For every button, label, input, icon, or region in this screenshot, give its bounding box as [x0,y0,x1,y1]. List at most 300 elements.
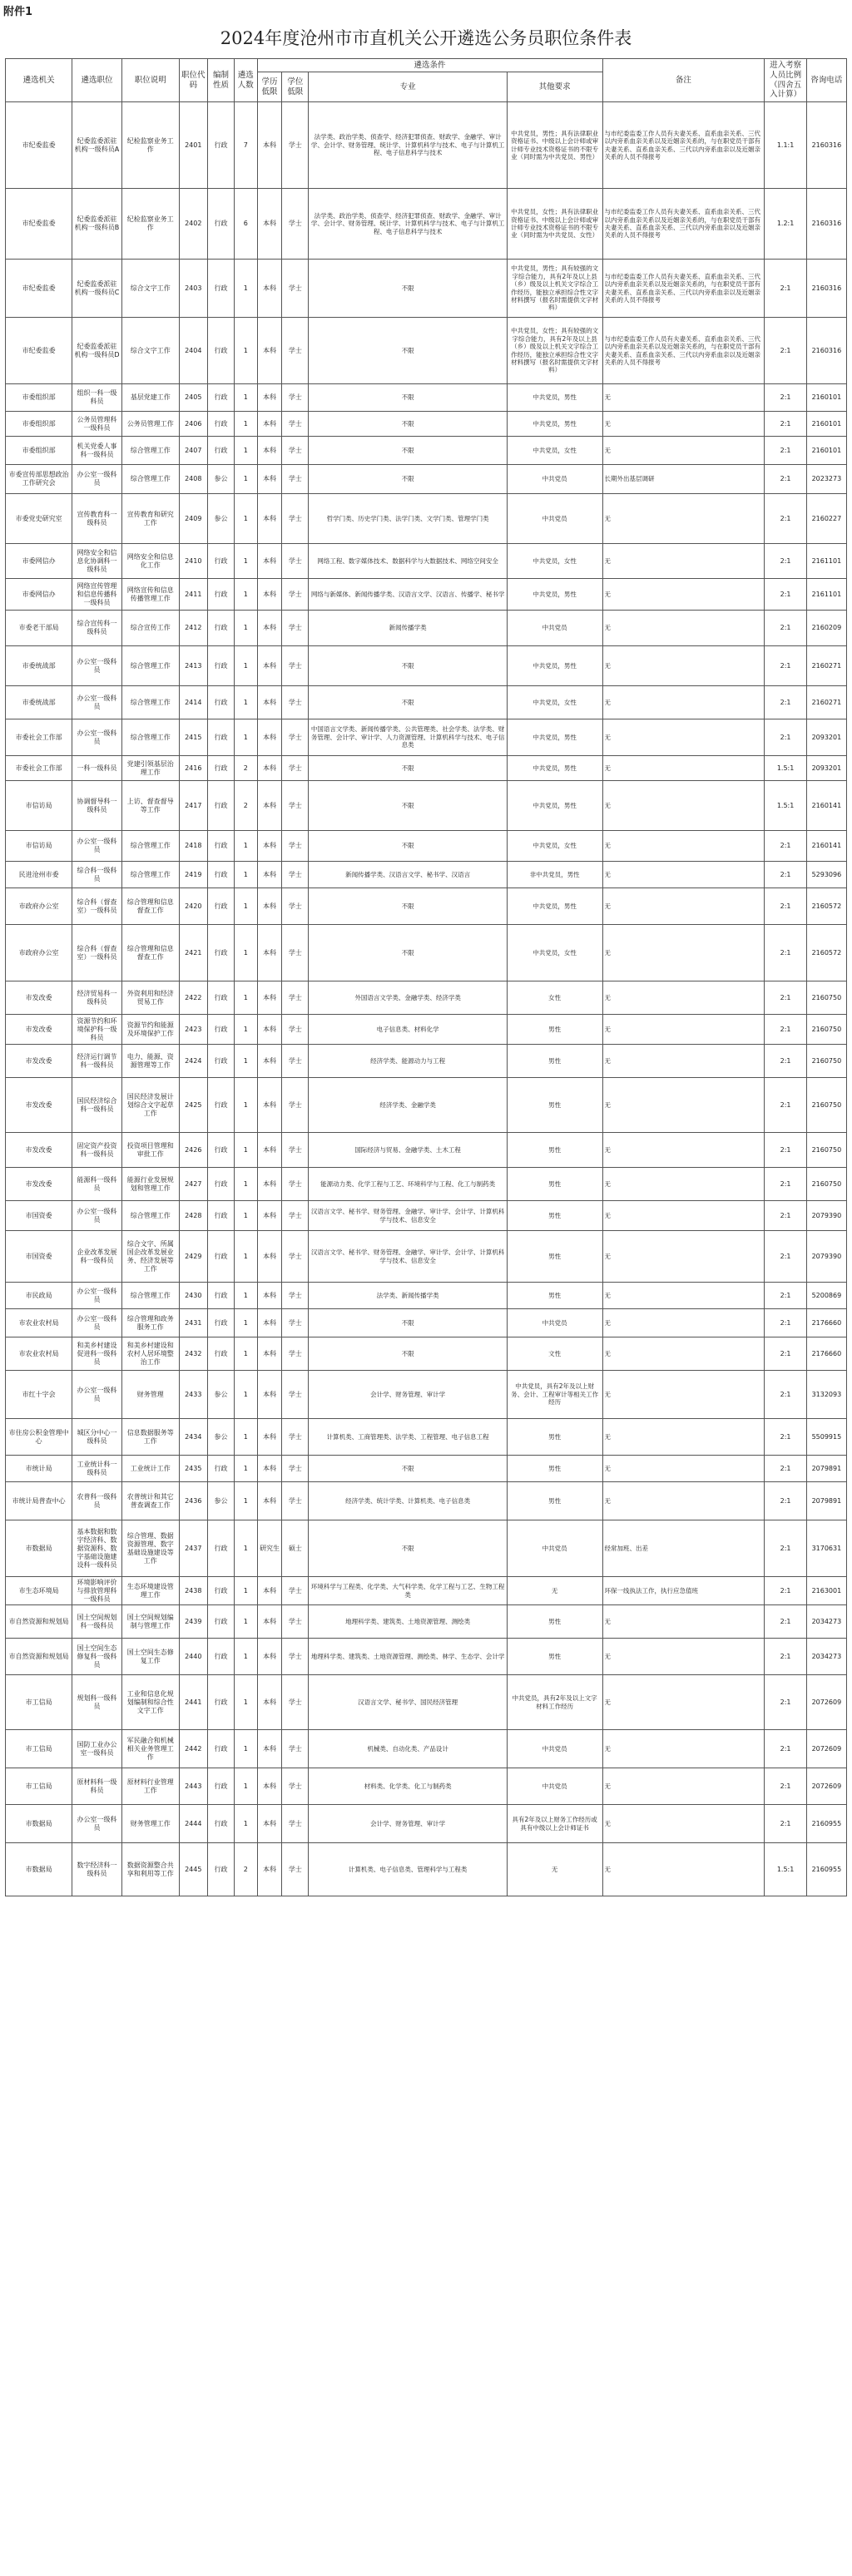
cell-description: 上访、督查督导等工作 [121,781,179,831]
cell-education: 本科 [257,1577,282,1605]
cell-nature: 行政 [207,719,234,756]
cell-major: 计算机类、电子信息类、管理科学与工程类 [309,1843,507,1896]
cell-other: 男性 [507,1168,602,1201]
cell-position: 国土空间规划科一级科员 [72,1605,122,1639]
cell-other: 中共党员，男性 [507,384,602,412]
cell-note: 无 [602,1045,765,1078]
cell-other: 男性 [507,1456,602,1482]
cell-ratio: 2:1 [765,888,806,925]
table-row [6,831,847,862]
cell-nature: 行政 [207,646,234,686]
cell-count: 1 [235,1309,258,1337]
cell-position: 国民经济综合科一级科员 [72,1078,122,1133]
cell-degree: 学士 [282,1805,309,1843]
cell-description: 财务管理工作 [121,1805,179,1843]
cell-ratio: 2:1 [765,260,806,318]
cell-ratio: 2:1 [765,465,806,494]
cell-description: 外资利用和经济贸易工作 [121,981,179,1015]
cell-position: 固定资产投资科一级科员 [72,1133,122,1168]
cell-note: 与市纪委监委工作人员有夫妻关系、直系血亲关系、三代以内旁系血亲关系以及近姻亲关系的，与在职党员干部有夫妻关系、直系血亲关系、三代以内旁系血亲以及近姻亲关系的人员不得报考 [602,318,765,384]
header-other: 其他要求 [507,72,602,102]
cell-position: 综合宣传科一级科员 [72,611,122,646]
cell-phone: 2160316 [806,318,846,384]
cell-phone: 2160750 [806,981,846,1015]
cell-position: 综合科（督查室）一级科员 [72,925,122,981]
cell-major: 不限 [309,925,507,981]
cell-phone: 2160141 [806,781,846,831]
cell-position: 农普科一级科员 [72,1482,122,1520]
cell-nature: 行政 [207,579,234,611]
cell-major: 经济学类、能源动力与工程 [309,1045,507,1078]
header-note: 备注 [602,59,765,102]
cell-nature: 行政 [207,1309,234,1337]
header-phone: 咨询电话 [806,59,846,102]
cell-ratio: 2:1 [765,544,806,579]
cell-count: 1 [235,686,258,719]
page-title: 2024年度沧州市市直机关公开遴选公务员职位条件表 [220,28,632,48]
cell-note: 无 [602,981,765,1015]
cell-major: 网络与新媒体、新闻传播学类、汉语言文学、汉语言、传播学、秘书学 [309,579,507,611]
positions-table [5,58,847,1896]
cell-agency: 市委组织部 [6,437,72,465]
cell-agency: 市委老干部局 [6,611,72,646]
cell-description: 综合管理工作 [121,686,179,719]
cell-degree: 学士 [282,1168,309,1201]
cell-position: 纪委监委派驻机构一级科员A [72,102,122,189]
cell-count: 1 [235,494,258,544]
cell-code: 2424 [179,1045,207,1078]
cell-phone: 2079390 [806,1201,846,1231]
table-row [6,1482,847,1520]
cell-major: 材料类、化学类、化工与制药类 [309,1768,507,1805]
cell-note: 无 [602,544,765,579]
cell-description: 农普统计和其它普查调查工作 [121,1482,179,1520]
cell-position: 办公室一级科员 [72,686,122,719]
cell-description: 综合管理、数据资源管理、数字基础设施建设等工作 [121,1520,179,1577]
table-row [6,1078,847,1133]
cell-phone: 3170631 [806,1520,846,1577]
cell-note: 无 [602,1015,765,1045]
cell-count: 1 [235,646,258,686]
table-row [6,1675,847,1730]
cell-count: 1 [235,1078,258,1133]
cell-description: 党建引领基层治理工作 [121,756,179,781]
cell-ratio: 2:1 [765,1015,806,1045]
cell-description: 资源节约和能源及环境保护工作 [121,1015,179,1045]
cell-other: 中共党员，具有2年及以上文字材料工作经历 [507,1675,602,1730]
cell-phone: 5200869 [806,1283,846,1309]
cell-description: 综合管理和信息督查工作 [121,888,179,925]
cell-count: 7 [235,102,258,189]
cell-position: 工业统计科一级科员 [72,1456,122,1482]
cell-degree: 学士 [282,544,309,579]
cell-degree: 学士 [282,465,309,494]
cell-note: 无 [602,579,765,611]
cell-education: 本科 [257,318,282,384]
cell-count: 1 [235,1371,258,1419]
cell-count: 1 [235,1231,258,1283]
cell-degree: 学士 [282,1419,309,1456]
cell-count: 1 [235,318,258,384]
cell-education: 本科 [257,1168,282,1201]
cell-phone: 2034273 [806,1639,846,1675]
cell-ratio: 2:1 [765,1133,806,1168]
cell-other: 男性 [507,1482,602,1520]
cell-degree: 学士 [282,1045,309,1078]
cell-nature: 行政 [207,437,234,465]
cell-ratio: 2:1 [765,1168,806,1201]
cell-phone: 2034273 [806,1605,846,1639]
cell-nature: 行政 [207,862,234,888]
cell-code: 2438 [179,1577,207,1605]
cell-phone: 2023273 [806,465,846,494]
cell-education: 本科 [257,981,282,1015]
cell-nature: 行政 [207,611,234,646]
cell-count: 1 [235,925,258,981]
cell-major: 会计学、财务管理、审计学 [309,1805,507,1843]
header-conditions: 遴选条件 [257,59,602,72]
cell-agency: 市自然资源和规划局 [6,1605,72,1639]
cell-code: 2413 [179,646,207,686]
cell-degree: 学士 [282,1283,309,1309]
cell-nature: 行政 [207,189,234,260]
cell-code: 2426 [179,1133,207,1168]
cell-description: 生态环境建设管理工作 [121,1577,179,1605]
cell-major: 机械类、自动化类、产品设计 [309,1730,507,1768]
cell-degree: 学士 [282,1337,309,1371]
cell-education: 本科 [257,1078,282,1133]
table-row [6,1201,847,1231]
cell-agency: 市委组织部 [6,412,72,437]
cell-code: 2421 [179,925,207,981]
cell-agency: 市数据局 [6,1843,72,1896]
cell-education: 本科 [257,862,282,888]
cell-other: 中共党员，女性 [507,686,602,719]
cell-nature: 行政 [207,544,234,579]
cell-ratio: 2:1 [765,925,806,981]
cell-phone: 2160141 [806,831,846,862]
cell-other: 中共党员 [507,1768,602,1805]
cell-degree: 学士 [282,781,309,831]
cell-nature: 行政 [207,1843,234,1896]
cell-code: 2425 [179,1078,207,1133]
cell-ratio: 2:1 [765,1520,806,1577]
cell-code: 2417 [179,781,207,831]
cell-major: 新闻传播学类、汉语言文学、秘书学、汉语言 [309,862,507,888]
cell-education: 本科 [257,686,282,719]
cell-nature: 行政 [207,888,234,925]
cell-education: 本科 [257,1045,282,1078]
cell-education: 本科 [257,781,282,831]
cell-code: 2420 [179,888,207,925]
cell-note: 无 [602,1337,765,1371]
cell-degree: 学士 [282,1231,309,1283]
cell-other: 男性 [507,1283,602,1309]
header-education: 学历低限 [257,72,282,102]
cell-count: 1 [235,1768,258,1805]
cell-count: 1 [235,412,258,437]
table-row [6,1456,847,1482]
table-row [6,756,847,781]
cell-nature: 参公 [207,1419,234,1456]
cell-position: 办公室一级科员 [72,1309,122,1337]
cell-degree: 学士 [282,494,309,544]
cell-phone: 2093201 [806,756,846,781]
cell-ratio: 2:1 [765,862,806,888]
cell-degree: 学士 [282,981,309,1015]
cell-degree: 学士 [282,831,309,862]
cell-agency: 市发改委 [6,1015,72,1045]
cell-ratio: 2:1 [765,579,806,611]
cell-nature: 行政 [207,981,234,1015]
cell-major: 新闻传播学类 [309,611,507,646]
cell-count: 1 [235,1520,258,1577]
cell-ratio: 2:1 [765,318,806,384]
cell-other: 中共党员，男性；具有法律职业资格证书、中级以上会计师或审计师专业技术资格证书的不限专业（同时需为中共党员、男性） [507,102,602,189]
cell-phone: 2160227 [806,494,846,544]
cell-agency: 市委组织部 [6,384,72,412]
cell-note: 无 [602,1843,765,1896]
cell-position: 办公室一级科员 [72,465,122,494]
annex-label: 附件1 [3,6,33,18]
cell-nature: 参公 [207,465,234,494]
cell-note: 无 [602,1456,765,1482]
cell-phone: 2160101 [806,384,846,412]
cell-code: 2433 [179,1371,207,1419]
cell-other: 无 [507,1843,602,1896]
cell-count: 1 [235,981,258,1015]
cell-education: 本科 [257,1201,282,1231]
cell-count: 1 [235,1639,258,1675]
cell-major: 不限 [309,646,507,686]
cell-nature: 行政 [207,1231,234,1283]
cell-education: 本科 [257,189,282,260]
cell-other: 男性 [507,1201,602,1231]
cell-description: 宣传教育和研究工作 [121,494,179,544]
cell-agency: 市住房公积金管理中心 [6,1419,72,1456]
cell-other: 男性 [507,1133,602,1168]
cell-description: 数据资源整合共享和利用等工作 [121,1843,179,1896]
cell-education: 本科 [257,1639,282,1675]
cell-other: 中共党员 [507,611,602,646]
cell-other: 中共党员，女性 [507,831,602,862]
cell-code: 2431 [179,1309,207,1337]
cell-ratio: 2:1 [765,831,806,862]
cell-phone: 2160101 [806,412,846,437]
cell-ratio: 1.5:1 [765,781,806,831]
cell-note: 无 [602,888,765,925]
cell-degree: 学士 [282,437,309,465]
cell-major: 汉语言文学、秘书学、国民经济管理 [309,1675,507,1730]
cell-major: 会计学、财务管理、审计学 [309,1371,507,1419]
cell-phone: 2163001 [806,1577,846,1605]
cell-agency: 市信访局 [6,831,72,862]
cell-major: 不限 [309,1520,507,1577]
cell-phone: 2160750 [806,1168,846,1201]
cell-description: 国民经济发展计划综合文字起草工作 [121,1078,179,1133]
cell-phone: 2072609 [806,1730,846,1768]
cell-code: 2440 [179,1639,207,1675]
cell-education: 本科 [257,925,282,981]
cell-position: 公务员管理科一级科员 [72,412,122,437]
cell-phone: 5293096 [806,862,846,888]
cell-agency: 市农业农村局 [6,1309,72,1337]
header-ratio: 进入考察人员比例（四舍五入计算） [765,59,806,102]
cell-description: 基层党建工作 [121,384,179,412]
cell-count: 1 [235,437,258,465]
cell-nature: 行政 [207,1520,234,1577]
cell-description: 网络宣传和信息传播管理工作 [121,579,179,611]
cell-major: 不限 [309,1337,507,1371]
cell-major: 法学类、政治学类、侦查学、经济犯罪侦查、财政学、金融学、审计学、会计学、财务管理、统计学、计算机科学与技术、电子与计算机工程、电子信息科学与技术 [309,189,507,260]
table-row [6,686,847,719]
cell-count: 2 [235,756,258,781]
cell-phone: 2160750 [806,1015,846,1045]
cell-major: 地理科学类、建筑类、土地资源管理、测绘类 [309,1605,507,1639]
cell-note: 长期外出基层调研 [602,465,765,494]
cell-description: 综合管理工作 [121,646,179,686]
cell-count: 2 [235,1843,258,1896]
cell-description: 综合管理工作 [121,1283,179,1309]
cell-nature: 行政 [207,1675,234,1730]
cell-count: 1 [235,1577,258,1605]
cell-description: 能源行业发展规划和管理工作 [121,1168,179,1201]
cell-major: 外国语言文学类、金融学类、经济学类 [309,981,507,1015]
cell-ratio: 2:1 [765,494,806,544]
cell-major: 不限 [309,260,507,318]
cell-note: 无 [602,1133,765,1168]
cell-position: 环境影响评价与排放管理科一级科员 [72,1577,122,1605]
cell-phone: 2160572 [806,925,846,981]
cell-degree: 学士 [282,260,309,318]
cell-major: 不限 [309,437,507,465]
cell-agency: 市红十字会 [6,1371,72,1419]
cell-education: 本科 [257,719,282,756]
cell-phone: 2160572 [806,888,846,925]
cell-phone: 2176660 [806,1309,846,1337]
cell-code: 2402 [179,189,207,260]
cell-agency: 市委社会工作部 [6,756,72,781]
cell-code: 2436 [179,1482,207,1520]
cell-position: 能源科一级科员 [72,1168,122,1201]
cell-education: 本科 [257,437,282,465]
table-row [6,1419,847,1456]
cell-education: 本科 [257,888,282,925]
table-row [6,1605,847,1639]
cell-other: 中共党员，女性 [507,437,602,465]
cell-major: 环境科学与工程类、化学类、大气科学类、化学工程与工艺、生物工程类 [309,1577,507,1605]
table-row [6,611,847,646]
cell-education: 本科 [257,1843,282,1896]
cell-note: 无 [602,1168,765,1201]
cell-major: 哲学门类、历史学门类、法学门类、文学门类、管理学门类 [309,494,507,544]
cell-note: 无 [602,412,765,437]
cell-description: 财务管理 [121,1371,179,1419]
cell-education: 研究生 [257,1520,282,1577]
cell-other: 非中共党员，男性 [507,862,602,888]
cell-other: 中共党员，女性 [507,544,602,579]
cell-major: 法学类、政治学类、侦查学、经济犯罪侦查、财政学、金融学、审计学、会计学、财务管理、统计学、计算机科学与技术、电子与计算机工程、电子信息科学与技术 [309,102,507,189]
cell-degree: 学士 [282,1371,309,1419]
cell-position: 办公室一级科员 [72,1201,122,1231]
cell-position: 一科一级科员 [72,756,122,781]
cell-agency: 市委统战部 [6,646,72,686]
cell-agency: 市发改委 [6,1078,72,1133]
cell-code: 2427 [179,1168,207,1201]
cell-nature: 行政 [207,1730,234,1768]
cell-note: 无 [602,494,765,544]
table-row [6,1520,847,1577]
cell-note: 无 [602,384,765,412]
cell-note: 无 [602,1639,765,1675]
cell-position: 城区分中心一级科员 [72,1419,122,1456]
cell-position: 国土空间生态修复科一级科员 [72,1639,122,1675]
table-row [6,260,847,318]
cell-phone: 2161101 [806,544,846,579]
cell-degree: 学士 [282,579,309,611]
table-row [6,384,847,412]
cell-nature: 行政 [207,756,234,781]
cell-major: 中国语言文学类、新闻传播学类、公共管理类、社会学类、法学类、财务管理、会计学、审计学、人力资源管理、计算机科学与技术、电子信息类 [309,719,507,756]
cell-other: 中共党员，男性 [507,756,602,781]
cell-code: 2428 [179,1201,207,1231]
cell-education: 本科 [257,831,282,862]
cell-ratio: 2:1 [765,1675,806,1730]
cell-ratio: 2:1 [765,1045,806,1078]
cell-degree: 学士 [282,925,309,981]
table-row [6,981,847,1015]
cell-code: 2403 [179,260,207,318]
cell-other: 中共党员 [507,465,602,494]
cell-degree: 学士 [282,1482,309,1520]
cell-agency: 市纪委监委 [6,189,72,260]
cell-position: 纪委监委派驻机构一级科员B [72,189,122,260]
cell-count: 2 [235,781,258,831]
cell-degree: 学士 [282,611,309,646]
cell-major: 不限 [309,1309,507,1337]
cell-code: 2423 [179,1015,207,1045]
cell-ratio: 2:1 [765,1805,806,1843]
cell-position: 协调督导科一级科员 [72,781,122,831]
cell-major: 地理科学类、建筑类、土地资源管理、测绘类、林学、生态学、会计学 [309,1639,507,1675]
cell-agency: 市工信局 [6,1730,72,1768]
cell-phone: 2093201 [806,719,846,756]
table-row [6,1843,847,1896]
cell-nature: 行政 [207,1201,234,1231]
cell-description: 综合管理工作 [121,831,179,862]
cell-other: 男性 [507,1078,602,1133]
cell-phone: 2160316 [806,102,846,189]
cell-degree: 学士 [282,862,309,888]
cell-ratio: 2:1 [765,686,806,719]
table-row [6,544,847,579]
cell-ratio: 2:1 [765,1283,806,1309]
table-row [6,1805,847,1843]
header-count: 遴选人数 [235,59,258,102]
cell-code: 2411 [179,579,207,611]
cell-other: 男性 [507,1605,602,1639]
cell-position: 综合科（督查室）一级科员 [72,888,122,925]
cell-major: 经济学类、金融学类 [309,1078,507,1133]
cell-major: 不限 [309,1456,507,1482]
cell-phone: 2176660 [806,1337,846,1371]
cell-agency: 市发改委 [6,1133,72,1168]
cell-position: 经济贸易科一级科员 [72,981,122,1015]
cell-count: 1 [235,544,258,579]
cell-code: 2410 [179,544,207,579]
cell-degree: 学士 [282,646,309,686]
cell-description: 纪检监察业务工作 [121,102,179,189]
